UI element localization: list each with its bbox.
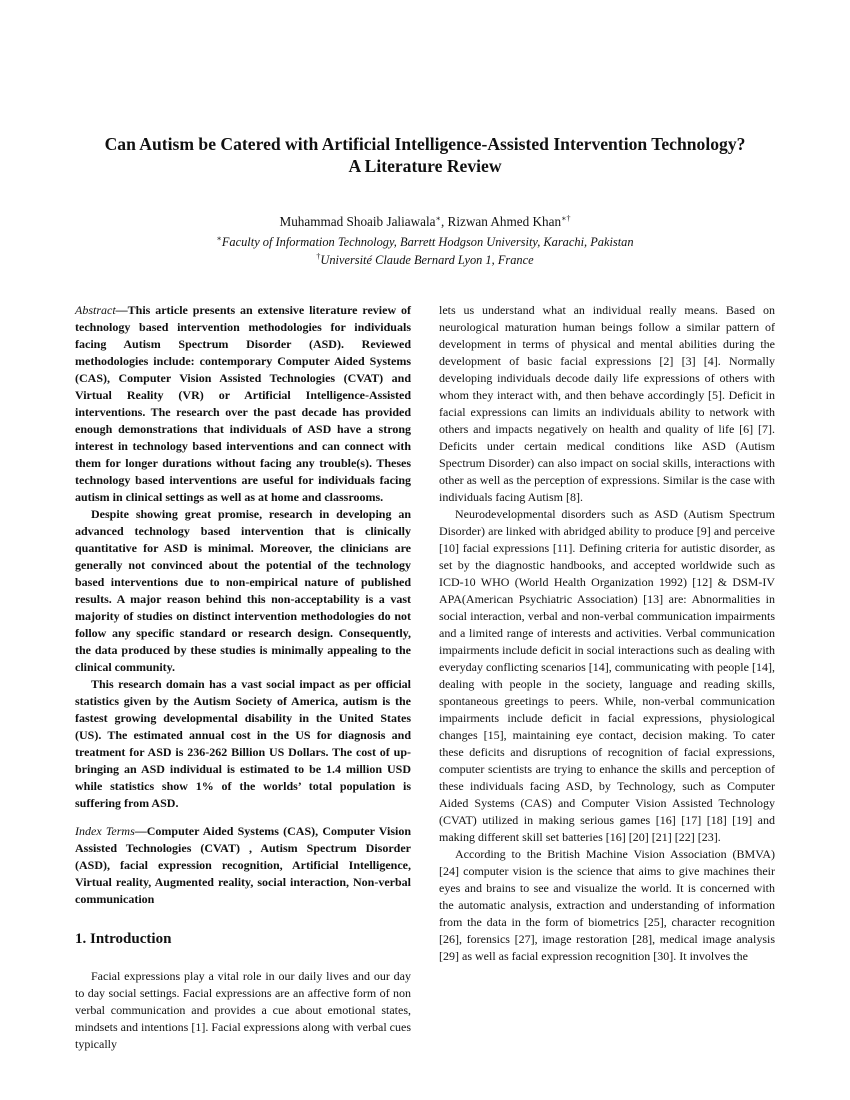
body-paragraph: According to the British Machine Vision Association (BMVA) [24] computer vision is the science that aims to give machines their eyes and brains to see and visualize the world. It is concerned with the automatic analysis, extraction and understanding of information from the data in the form of biometrics [25], character recognition [26], forensics [27], image restoration [28], medical image analysis [29] as well as facial expression recognition [30]. It involves the (439, 847, 775, 963)
affiliation-text: Université Claude Bernard Lyon 1, France (320, 253, 534, 267)
index-terms-label: Index Terms (75, 824, 135, 838)
author-line (100, 213, 750, 231)
author-name: Muhammad Shoaib Jaliawala (279, 214, 436, 229)
paper-title: Can Autism be Catered with Artificial Intelligence-Assisted Intervention Technology? A Literature Review (104, 134, 746, 176)
index-terms-text: Computer Aided Systems (CAS), Computer Vision Assisted Technologies (CVAT) , Autism Spectrum Disorder (ASD), facial expression recognition, Artificial Intelligence, Virtual reality, Augmented reality, social interaction, Non-verbal communication (75, 824, 411, 906)
right-column (439, 302, 775, 965)
body-paragraph: lets us understand what an individual really means. Based on neurological maturation human beings follow a similar pattern of development in terms of physical and mental abilities during the development of basic facial expressions [2] [3] [4]. Normally developing individuals decode daily life expressions of others with whom they interact with, and then behave accordingly [5]. Deficit in facial expressions can limits an individuals ability to network with others and impacts negatively on health and quality of life [6] [7]. Deficits under certain medical conditions like ASD (Autism Spectrum Disorder) can also impact on social skills, interactions with other as well as the perception of expressions. Similar is the case with individuals facing Autism [8]. (439, 303, 775, 504)
author-name: Rizwan Ahmed Khan (447, 214, 562, 229)
left-column (75, 302, 411, 1053)
affiliation-2 (100, 252, 750, 269)
abstract-text: This article presents an extensive literature review of technology based intervention methodologies for individuals facing Autism Spectrum Disorder (ASD). Reviewed methodologies include: contemporary Computer Aided Systems (CAS), Computer Vision Assisted Technologies (CVAT) and Virtual Reality (VR) or Artificial Intelligence-Assisted interventions. The research over the past decade has provided enough demonstrations that individuals of ASD have a strong interest in technology based interventions and can connect with them for longer durations without facing any trouble(s). Theses technology based interventions are useful for individuals facing autism in clinical settings as well as at home and classrooms. (75, 303, 411, 504)
abstract-paragraph (75, 302, 411, 506)
author-affiliation-mark: ∗† (561, 214, 571, 223)
body-paragraph: Facial expressions play a vital role in our daily lives and our day to day social settings. Facial expressions are an affective form of non verbal communication and provides a cue about emotional states, mindsets and intentions [1]. Facial expressions along with verbal cues typically (75, 969, 411, 1051)
affiliation-mark: ∗ (216, 234, 222, 243)
section-heading: 1. Introduction (75, 931, 172, 947)
author-affiliation-mark: ∗ (435, 214, 441, 223)
abstract-label: Abstract (75, 303, 116, 317)
abstract-dash: — (115, 303, 128, 317)
author-separator: , (440, 214, 448, 229)
index-terms-dash: — (134, 824, 147, 838)
affiliation-text: Faculty of Information Technology, Barrett Hodgson University, Karachi, Pakistan (221, 235, 634, 249)
abstract-paragraph: Despite showing great promise, research in developing an advanced technology based intervention that is clinically quantitative for ASD is minimal. Moreover, the clinicians are generally not convinced about the potential of the technology based interventions due to non-empirical nature of published results. A major reason behind this non-acceptability is a vast majority of studies on distinct intervention methodologies do not follow any specific standard or research design. Consequently, the data produced by these studies is minimally appealing to the clinical community. (75, 507, 411, 674)
index-terms (75, 823, 411, 908)
body-paragraph: Neurodevelopmental disorders such as ASD (Autism Spectrum Disorder) are linked with abridged ability to produce [9] and perceive [10] facial expressions [11]. Defining criteria for autistic disorder, as set by the diagnostic handbooks, and accepted worldwide such as ICD-10 WHO (World Health Organization 1992) [12] & DSM-IV APA(American Psychiatric Association) [13] are: Abnormalities in social interaction, verbal and non-verbal communication impairments and a limited range of interests and activities. Verbal communication impairments include deficit in social interactions such as dealing with everyday conflicting scenarios [14], communicating with people [14], dealing with people in the society, language and reading skills, spontaneous greetings to peers. While, non-verbal communication impairments include deficit in facial expressions, physiological changes [15], maintaining eye contact, decision making. To cater these deficits and disruptions of recognition of facial expressions, computer scientists are trying to enhance the skills and perception of these individuals facing ASD, by Technology, such as Computer Aided Systems (CAS) and Computer Vision Assisted Technology (CVAT) utilized in making serious games [16] [17] [18] [19] and making different skill set batteries [16] [20] [21] [22] [23]. (439, 507, 775, 844)
affiliation-1 (100, 234, 750, 251)
affiliation-mark: † (316, 252, 321, 261)
abstract-paragraph: This research domain has a vast social impact as per official statistics given by the Autism Society of America, autism is the fastest growing developmental disability in the United States (US). The estimated annual cost in the US for diagnosis and treatment for ASD is 236-262 Billion US Dollars. The cost of up-bringing an ASD individual is estimated to be 1.4 million USD while statistics show 1% of the worlds’ total population is suffering from ASD. (75, 677, 411, 810)
